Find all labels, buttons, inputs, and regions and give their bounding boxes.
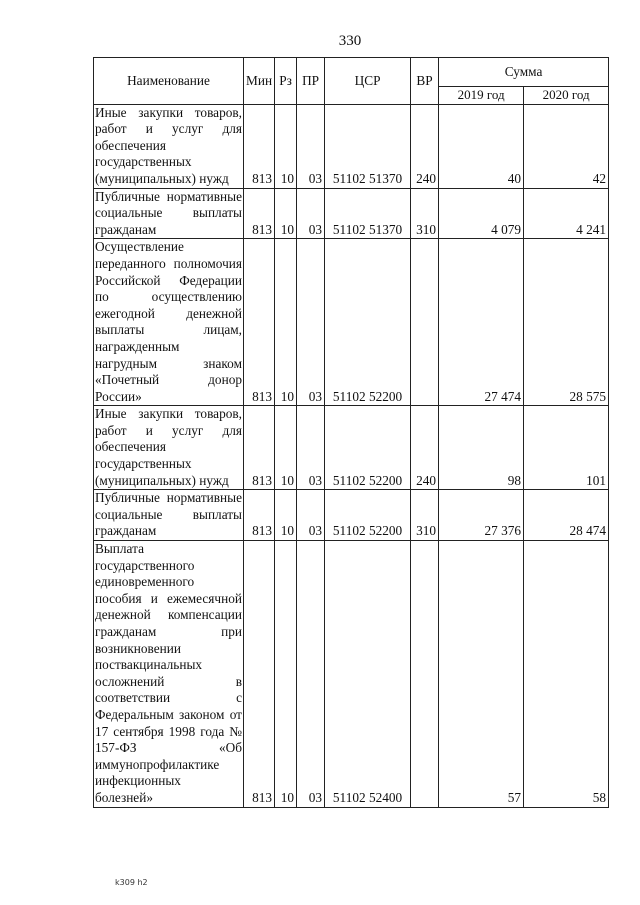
row-vr: 240 <box>411 406 439 490</box>
row-name: Публичные нормативные социальные выплаты гражданам <box>94 490 244 541</box>
row-vr <box>411 541 439 808</box>
row-pr: 03 <box>297 188 325 239</box>
row-csr: 51102 51370 <box>325 104 411 188</box>
row-rz: 10 <box>275 104 297 188</box>
row-rz: 10 <box>275 188 297 239</box>
row-name: Осуществление переданного полномочия Российской Федерации по осуществлению ежегодной денежной выплаты лицам, награжденным нагрудным знаком «Почетный донор России» <box>94 239 244 406</box>
row-min: 813 <box>244 406 275 490</box>
header-csr: ЦСР <box>325 58 411 105</box>
row-rz: 10 <box>275 406 297 490</box>
row-name: Иные закупки товаров, работ и услуг для обеспечения государственных (муниципальных) нужд <box>94 104 244 188</box>
header-name: Наименование <box>94 58 244 105</box>
table-row <box>94 490 609 541</box>
header-pr: ПР <box>297 58 325 105</box>
header-rz: Рз <box>275 58 297 105</box>
row-2019: 27 474 <box>439 239 524 406</box>
row-2019: 27 376 <box>439 490 524 541</box>
table-row <box>94 188 609 239</box>
header-year-2019: 2019 год <box>439 87 524 105</box>
row-csr: 51102 52200 <box>325 239 411 406</box>
row-pr: 03 <box>297 541 325 808</box>
row-2020: 28 575 <box>524 239 609 406</box>
row-min: 813 <box>244 104 275 188</box>
row-min: 813 <box>244 239 275 406</box>
row-2020: 58 <box>524 541 609 808</box>
row-csr: 51102 51370 <box>325 188 411 239</box>
row-pr: 03 <box>297 104 325 188</box>
row-2019: 57 <box>439 541 524 808</box>
row-name: Публичные нормативные социальные выплаты гражданам <box>94 188 244 239</box>
header-year-2020: 2020 год <box>524 87 609 105</box>
row-min: 813 <box>244 188 275 239</box>
row-2020: 42 <box>524 104 609 188</box>
header-vr: ВР <box>411 58 439 105</box>
row-pr: 03 <box>297 490 325 541</box>
row-2019: 40 <box>439 104 524 188</box>
row-csr: 51102 52200 <box>325 406 411 490</box>
row-name: Выплата государственного единовременного пособия и ежемесячной денежной компенсации гражданам при возникновении поствакцинальных осложнений в соответствии с Федеральным законом от 17 сентября 1998 года № 157-ФЗ «Об иммунопрофилактике инфекционных болезней» <box>94 541 244 808</box>
row-vr: 240 <box>411 104 439 188</box>
row-2020: 28 474 <box>524 490 609 541</box>
row-2019: 4 079 <box>439 188 524 239</box>
header-sum: Сумма <box>439 58 609 87</box>
row-min: 813 <box>244 490 275 541</box>
row-vr <box>411 239 439 406</box>
row-name: Иные закупки товаров, работ и услуг для обеспечения государственных (муниципальных) нужд <box>94 406 244 490</box>
row-rz: 10 <box>275 239 297 406</box>
row-vr: 310 <box>411 490 439 541</box>
table-row <box>94 406 609 490</box>
row-2019: 98 <box>439 406 524 490</box>
row-csr: 51102 52200 <box>325 490 411 541</box>
page-number: 330 <box>338 33 362 49</box>
row-rz: 10 <box>275 541 297 808</box>
table-row <box>94 104 609 188</box>
budget-table <box>93 57 609 808</box>
header-min: Мин <box>244 58 275 105</box>
footer-code: k309 h2 <box>115 878 148 887</box>
row-2020: 4 241 <box>524 188 609 239</box>
row-vr: 310 <box>411 188 439 239</box>
table-row <box>94 541 609 808</box>
row-min: 813 <box>244 541 275 808</box>
row-csr: 51102 52400 <box>325 541 411 808</box>
row-rz: 10 <box>275 490 297 541</box>
row-pr: 03 <box>297 239 325 406</box>
table-row <box>94 239 609 406</box>
row-2020: 101 <box>524 406 609 490</box>
row-pr: 03 <box>297 406 325 490</box>
